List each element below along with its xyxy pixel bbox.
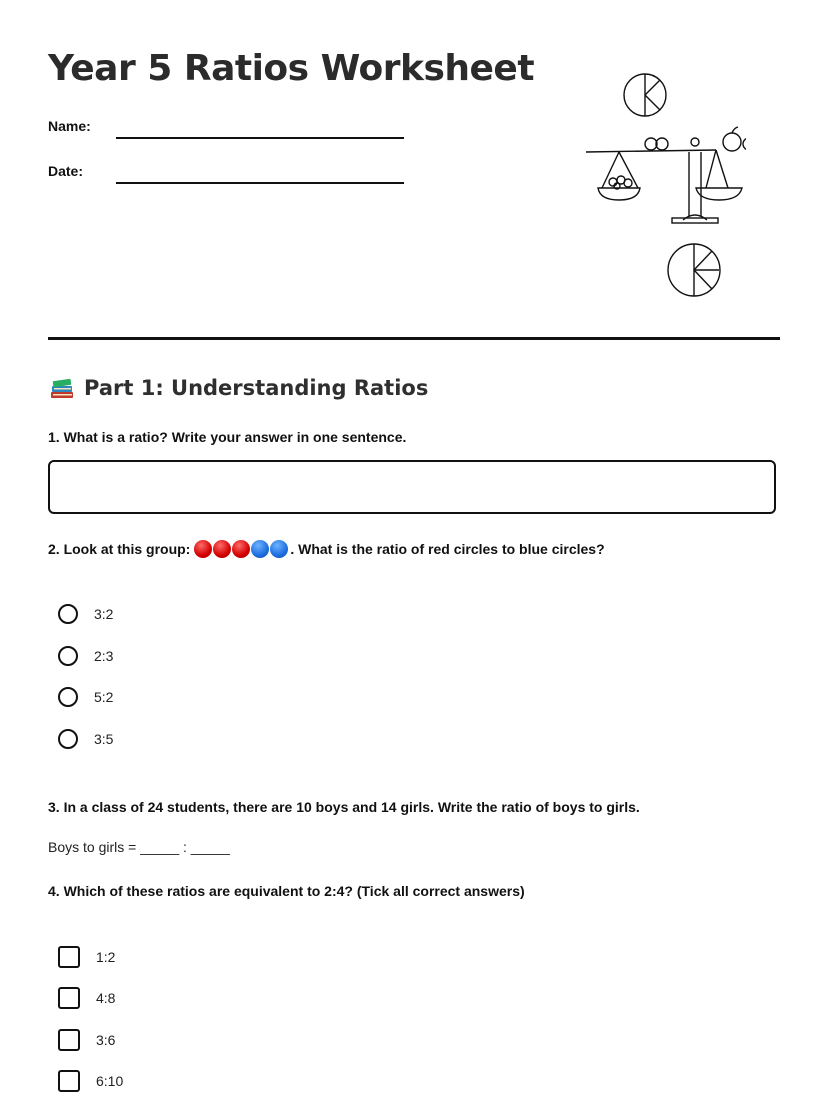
option-label: 4:8 bbox=[96, 990, 116, 1006]
question-1 bbox=[48, 429, 406, 445]
option-label: 6:10 bbox=[96, 1073, 124, 1089]
question-2 bbox=[48, 540, 605, 558]
question-2-text-after: . What is the ratio of red circles to blue circles? bbox=[290, 541, 605, 557]
q4-option[interactable] bbox=[58, 1070, 123, 1092]
date-label: Date: bbox=[48, 163, 84, 179]
q4-option[interactable] bbox=[58, 987, 115, 1009]
option-label: 3:5 bbox=[94, 731, 114, 747]
red-circle-icon bbox=[194, 540, 212, 558]
books-icon bbox=[48, 374, 76, 402]
part1-heading bbox=[48, 374, 428, 402]
option-label: 5:2 bbox=[94, 689, 114, 705]
question-4 bbox=[48, 883, 525, 899]
worksheet-page bbox=[48, 0, 780, 1118]
question-3-text: 3. In a class of 24 students, there are 10 boys and 14 girls. Write the ratio of boys to girls. bbox=[48, 799, 640, 815]
part1-heading-text: Part 1: Understanding Ratios bbox=[84, 376, 429, 400]
q2-option[interactable] bbox=[58, 604, 113, 624]
blue-circle-icon bbox=[251, 540, 269, 558]
red-circle-icon bbox=[213, 540, 231, 558]
q3-answer-line[interactable]: Boys to girls = _____ : _____ bbox=[48, 839, 230, 855]
question-4-text: 4. Which of these ratios are equivalent to 2:4? (Tick all correct answers) bbox=[48, 883, 525, 899]
radio-button[interactable] bbox=[58, 604, 78, 624]
q4-option[interactable] bbox=[58, 1029, 115, 1051]
question-1-text: 1. What is a ratio? Write your answer in one sentence. bbox=[48, 429, 407, 445]
pie-chart-icon bbox=[668, 244, 720, 296]
date-field[interactable] bbox=[116, 182, 404, 184]
checkbox[interactable] bbox=[58, 946, 80, 968]
name-field[interactable] bbox=[116, 137, 404, 139]
q1-answer-box[interactable] bbox=[48, 460, 776, 514]
q4-option[interactable] bbox=[58, 946, 115, 968]
checkbox[interactable] bbox=[58, 987, 80, 1009]
red-circle-icon bbox=[232, 540, 250, 558]
radio-button[interactable] bbox=[58, 646, 78, 666]
circle-group bbox=[194, 540, 289, 558]
blue-circle-icon bbox=[270, 540, 288, 558]
page-title: Year 5 Ratios Worksheet bbox=[48, 48, 535, 89]
q2-option[interactable] bbox=[58, 646, 113, 666]
question-2-text-before: 2. Look at this group: bbox=[48, 541, 191, 557]
radio-button[interactable] bbox=[58, 687, 78, 707]
radio-button[interactable] bbox=[58, 729, 78, 749]
pie-chart-icon bbox=[624, 74, 666, 116]
q2-option[interactable] bbox=[58, 687, 113, 707]
question-3 bbox=[48, 799, 640, 815]
balance-scale-illustration bbox=[546, 70, 746, 300]
checkbox[interactable] bbox=[58, 1029, 80, 1051]
option-label: 1:2 bbox=[96, 949, 116, 965]
section-divider bbox=[48, 337, 780, 340]
option-label: 3:2 bbox=[94, 606, 114, 622]
option-label: 2:3 bbox=[94, 648, 114, 664]
checkbox[interactable] bbox=[58, 1070, 80, 1092]
name-label: Name: bbox=[48, 118, 91, 134]
q2-option[interactable] bbox=[58, 729, 113, 749]
option-label: 3:6 bbox=[96, 1032, 116, 1048]
